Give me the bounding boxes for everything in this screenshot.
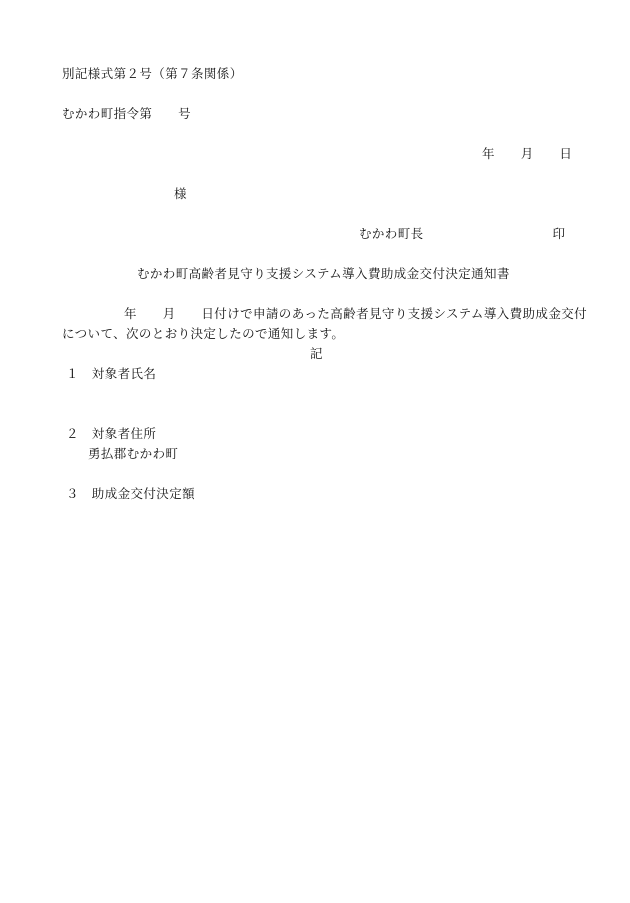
- form-label: 別記様式第２号（第７条関係）: [62, 66, 243, 81]
- body-text-line-2: について、次のとおり決定したので通知します。: [62, 326, 345, 341]
- document-title: むかわ町高齢者見守り支援システム導入費助成金交付決定通知書: [137, 266, 510, 281]
- mayor-signature-line: むかわ町長 印: [359, 226, 566, 241]
- command-number: むかわ町指令第 号: [62, 106, 192, 121]
- date-line: 年 月 日: [482, 146, 573, 161]
- body-text-line-1: 年 月 日付けで申請のあった高齢者見守り支援システム導入費助成金交付: [124, 306, 588, 321]
- item-target-address-value: 勇払郡むかわ町: [88, 446, 179, 461]
- item-grant-amount: ３ 助成金交付決定額: [66, 486, 196, 501]
- ki-mark: 記: [310, 346, 323, 361]
- addressee-line: 様: [174, 186, 187, 201]
- item-target-address: ２ 対象者住所: [66, 426, 157, 441]
- item-target-name: １ 対象者氏名: [66, 366, 157, 381]
